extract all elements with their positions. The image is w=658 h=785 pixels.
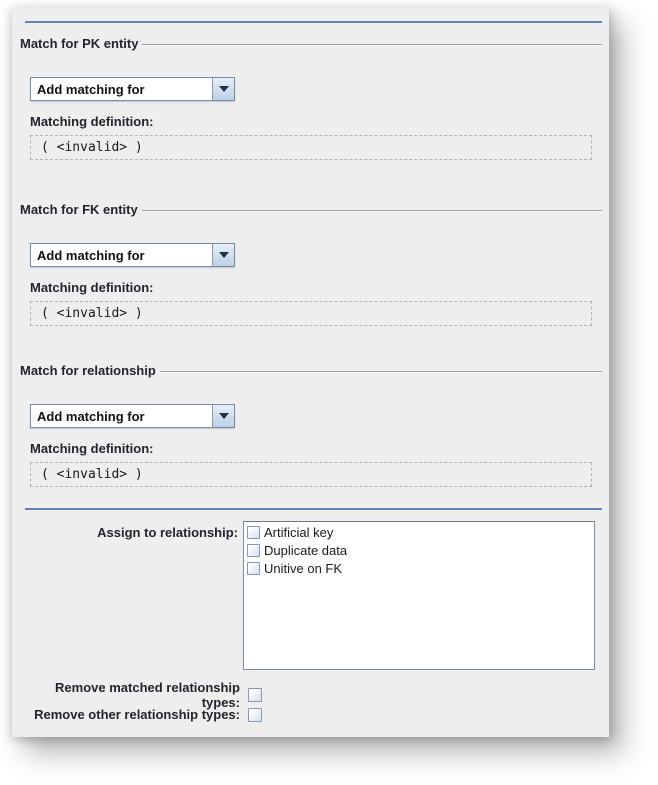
section-match-pk-entity — [20, 36, 602, 160]
title-border-line — [142, 210, 602, 212]
matching-definition-label: Matching definition: — [30, 114, 154, 129]
add-matching-for-dropdown-fk[interactable] — [30, 243, 235, 267]
title-border-line — [160, 371, 602, 373]
title-border-line — [142, 44, 602, 46]
chevron-down-icon — [219, 86, 229, 92]
matching-definition-box-pk: ( <invalid> ) — [30, 135, 592, 160]
remove-matched-checkbox[interactable] — [248, 688, 262, 702]
list-item-duplicate-data[interactable] — [245, 541, 593, 559]
relationship-matching-panel — [12, 7, 609, 737]
remove-other-row — [20, 707, 262, 722]
remove-other-checkbox[interactable] — [248, 708, 262, 722]
add-matching-for-dropdown-pk[interactable] — [30, 77, 235, 101]
list-item-artificial-key[interactable] — [245, 523, 593, 541]
section-title: Match for PK entity — [20, 36, 139, 51]
dropdown-arrow-button[interactable] — [213, 405, 234, 427]
matching-definition-box-fk: ( <invalid> ) — [30, 301, 592, 326]
section-title: Match for relationship — [20, 363, 156, 378]
matching-definition-label: Matching definition: — [30, 441, 154, 456]
section-match-fk-entity — [20, 202, 602, 326]
assign-to-relationship-label: Assign to relationship: — [97, 525, 238, 540]
checkbox-duplicate-data[interactable] — [247, 544, 260, 557]
list-item-unitive-on-fk[interactable] — [245, 559, 593, 577]
top-separator — [25, 21, 602, 23]
assign-to-relationship-list[interactable] — [243, 521, 595, 670]
section-title-row — [20, 202, 602, 217]
dropdown-selected-value: Add matching for — [31, 405, 213, 427]
section-title: Match for FK entity — [20, 202, 138, 217]
add-matching-for-dropdown-relationship[interactable] — [30, 404, 235, 428]
checkbox-artificial-key[interactable] — [247, 526, 260, 539]
assign-to-relationship-row — [20, 521, 595, 670]
chevron-down-icon — [219, 252, 229, 258]
dropdown-arrow-button[interactable] — [213, 244, 234, 266]
matching-definition-label: Matching definition: — [30, 280, 154, 295]
section-title-row — [20, 363, 602, 378]
checkbox-unitive-on-fk[interactable] — [247, 562, 260, 575]
remove-matched-label: Remove matched relationship types: — [55, 680, 240, 710]
section-title-row — [20, 36, 602, 51]
list-item-label: Unitive on FK — [264, 560, 343, 576]
dropdown-arrow-button[interactable] — [213, 78, 234, 100]
bottom-separator — [25, 508, 602, 510]
matching-definition-box-relationship: ( <invalid> ) — [30, 462, 592, 487]
section-match-relationship — [20, 363, 602, 487]
remove-other-label: Remove other relationship types: — [34, 707, 240, 722]
list-item-label: Artificial key — [264, 524, 334, 540]
chevron-down-icon — [219, 413, 229, 419]
dropdown-selected-value: Add matching for — [31, 244, 213, 266]
remove-matched-row — [20, 680, 262, 710]
dropdown-selected-value: Add matching for — [31, 78, 213, 100]
list-item-label: Duplicate data — [264, 542, 348, 558]
